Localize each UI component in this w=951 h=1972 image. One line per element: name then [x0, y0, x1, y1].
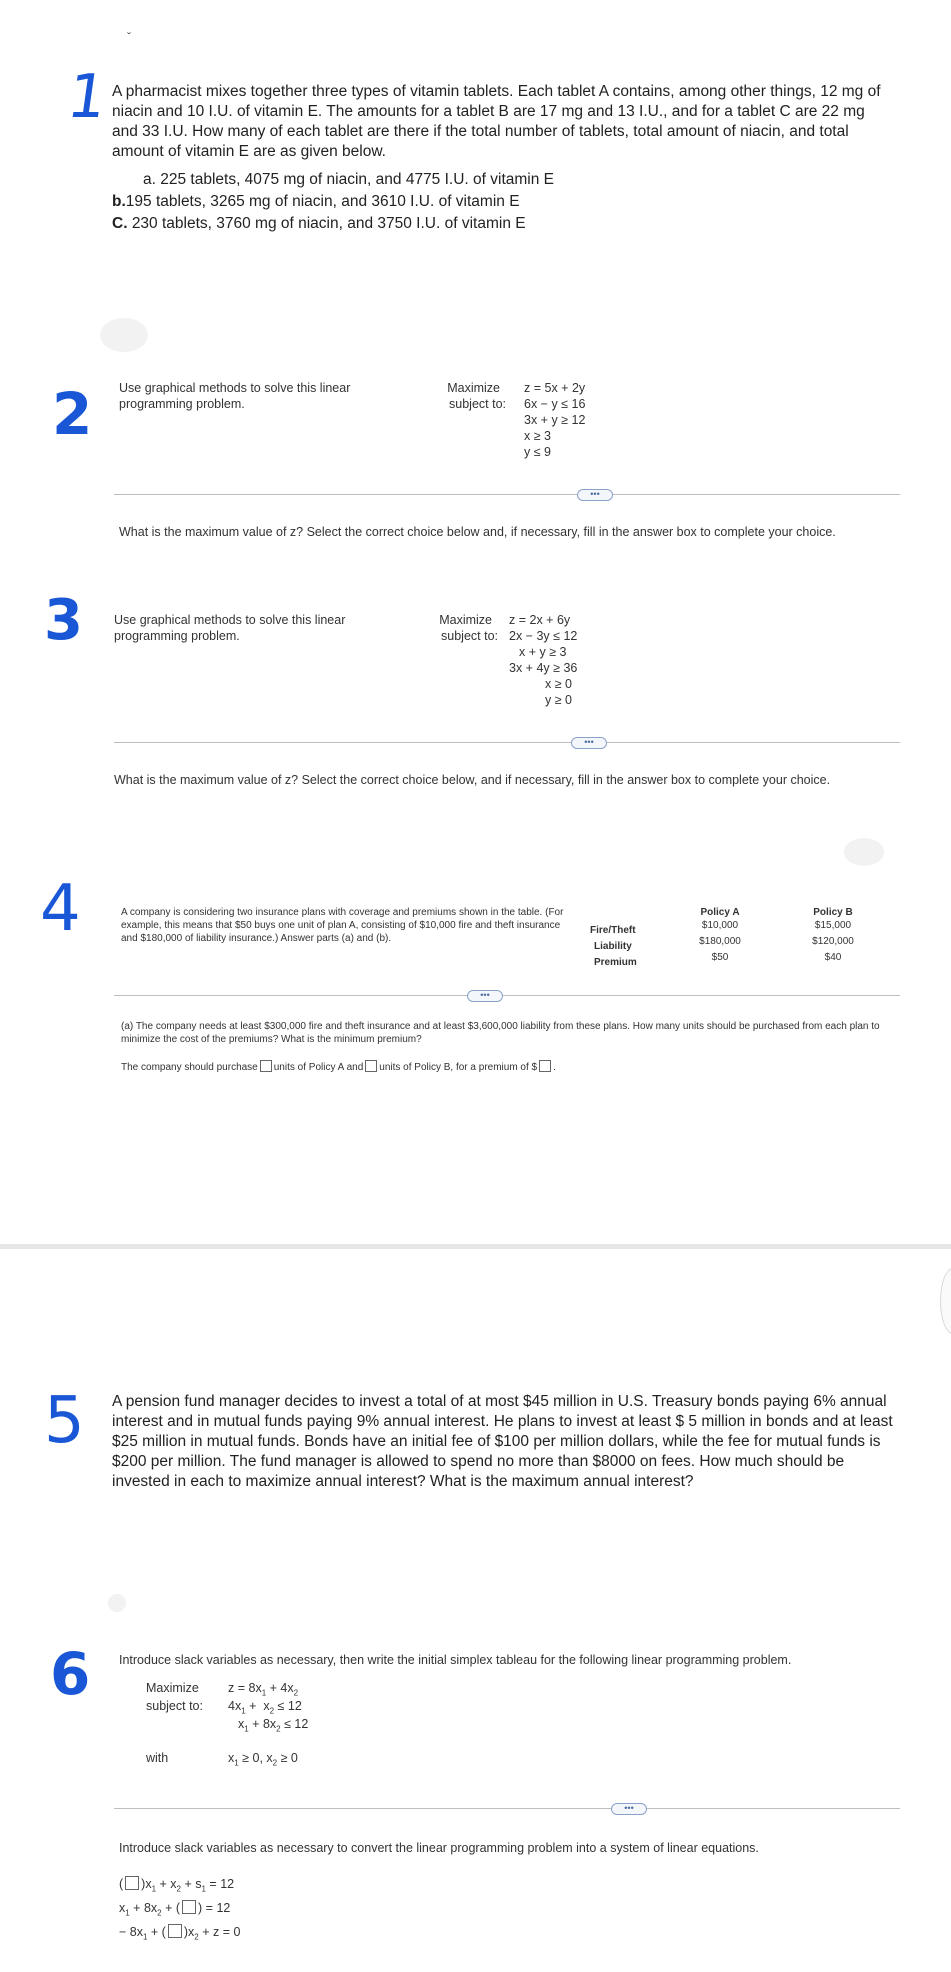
problem-1-part-a: a. 225 tablets, 4075 mg of niacin, and 4775 I.U. of vitamin E [143, 171, 554, 188]
problem-4-part-a: (a) The company needs at least $300,000 fire and theft insurance and at least $3,600,000 liability from these plans. How many units should be purchased from each plan to minimize the cost of the premiums? What is the minimum premium? [121, 1021, 880, 1045]
problem-6-instruction: Introduce slack variables as necessary to convert the linear programming problem into a system of linear equations. [119, 1841, 759, 1855]
answer-suffix: . [553, 1062, 556, 1073]
policy-b-header: Policy B [813, 907, 853, 918]
problem-1-part-c [112, 214, 526, 234]
page-separator [0, 1244, 951, 1249]
problem-4-divider [114, 995, 900, 996]
problem-6-maximize-label: Maximize [146, 1681, 199, 1695]
premium-input[interactable] [539, 1060, 551, 1072]
problem-number-4: 4 [40, 872, 81, 946]
slack-equation-1: ( )$x_1 + x_2 + s_1 = 12$ [119, 1877, 235, 1894]
problem-5-text: A pension fund manager decides to invest a total of at most $45 million in U.S. Treasury bonds paying 6% annual interest and in mutual funds paying 9% annual interest. He plans to invest at least $ 5 million in bonds and at least $25 million in mutual funds. Bonds have an initial fee of $100 per million dollars, while the fee for mutual funds is $200 per million. The fund manager is allowed to spend no more than $8000 on fees. How much should be invested in each to maximize annual interest? What is the maximum annual interest? [112, 1393, 893, 1490]
problem-number-5: 5 [44, 1384, 85, 1458]
problem-6-prompt: Introduce slack variables as necessary, then write the initial simplex tableau for the following linear programming problem. [119, 1653, 792, 1667]
problem-3-expand-button[interactable]: ••• [571, 737, 607, 749]
smudge [844, 838, 884, 866]
problem-3-maximize-label: Maximize [439, 613, 492, 627]
problem-3-constraint-5: y ≥ 0 [545, 693, 573, 707]
slack-equation-2: $x_1 + 8x_2$ + ( ) = 12 [119, 1901, 231, 1918]
problem-2-maximize-label: Maximize [447, 381, 500, 395]
part-b-text: 195 tablets, 3265 mg of niacin, and 3610 I.U. of vitamin E [125, 193, 520, 210]
answer-prefix: The company should purchase [121, 1062, 258, 1073]
policy-b-units-input[interactable] [365, 1060, 377, 1072]
cell-premium-b: $40 [824, 952, 842, 963]
problem-number-2: 2 [52, 380, 93, 448]
problem-3-constraint-4: x ≥ 0 [545, 677, 573, 691]
problem-6-subject-label: subject to: [146, 1699, 203, 1713]
part-c-label: C. [112, 215, 128, 232]
problem-number-1: 1 [63, 62, 112, 132]
row-label-liability: Liability [594, 941, 632, 952]
problem-6-with-label: with [146, 1751, 169, 1765]
policy-a-header: Policy A [700, 907, 740, 918]
problem-2-question: What is the maximum value of z? Select the correct choice below and, if necessary, fill in the answer box to complete your choice. [119, 525, 836, 539]
problem-1-part-b [112, 192, 520, 212]
problem-4-expand-button[interactable]: ••• [467, 990, 503, 1002]
problem-number-3: 3 [44, 588, 83, 653]
problem-6-expand-button[interactable]: ••• [611, 1803, 647, 1815]
smudge [108, 1594, 126, 1612]
part-c-text: 230 tablets, 3760 mg of niacin, and 3750 I.U. of vitamin E [131, 215, 526, 232]
problem-2-constraint-3: x ≥ 3 [524, 429, 552, 443]
problem-6-divider [114, 1808, 900, 1809]
problem-3-subject-label: subject to: [441, 629, 498, 643]
answer-mid-1: units of Policy A and [273, 1062, 364, 1073]
problem-6-objective: $z = 8x_1 + 4x_2$ [228, 1681, 299, 1698]
problem-2-subject-label: subject to: [449, 397, 506, 411]
problem-2-constraint-1: 6x − y ≤ 16 [524, 397, 586, 411]
top-glyph: ˇ [127, 30, 131, 44]
cell-fire-theft-a: $10,000 [701, 920, 739, 931]
problem-3-objective: z = 2x + 6y [509, 613, 571, 627]
answer-mid-2: units of Policy B, for a premium of $ [379, 1062, 538, 1073]
problem-3-constraint-3: 3x + 4y ≥ 36 [509, 661, 578, 675]
problem-6-constraint-1: $4x_1 + x_2 \le 12$ [228, 1699, 302, 1716]
row-label-fire-theft: Fire/Theft [590, 925, 636, 936]
slack-equation-3: − $8x_1$ + ( )$x_2 + z = 0$ [119, 1925, 241, 1942]
cell-liability-a: $180,000 [699, 936, 741, 947]
cell-premium-a: $50 [711, 952, 729, 963]
problem-2-constraint-4: y ≤ 9 [524, 445, 552, 459]
part-b-label: b. [112, 193, 126, 210]
policy-a-units-input[interactable] [260, 1060, 272, 1072]
problem-2-constraint-2: 3x + y ≥ 12 [524, 413, 586, 427]
problem-4-intro: A company is considering two insurance plans with coverage and premiums shown in the table. (For example, this means that $50 buys one unit of plan A, consisting of $10,000 fire and theft insurance and $180,000 of liability insurance.) Answer parts (a) and (b). [121, 907, 564, 944]
row-label-premium: Premium [594, 957, 637, 968]
problem-3-constraint-1: 2x − 3y ≤ 12 [509, 629, 578, 643]
cell-fire-theft-b: $15,000 [814, 920, 852, 931]
problem-2-divider [114, 494, 900, 495]
cell-liability-b: $120,000 [812, 936, 854, 947]
problem-3-question: What is the maximum value of z? Select the correct choice below, and if necessary, fill in the answer box to complete your choice. [114, 773, 831, 787]
problem-3-constraint-2: x + y ≥ 3 [519, 645, 567, 659]
problem-2-expand-button[interactable]: ••• [577, 489, 613, 501]
scroll-edge [940, 1268, 951, 1334]
problem-3-prompt: Use graphical methods to solve this linear programming problem. [114, 613, 346, 643]
equation-2-coefficient-input[interactable] [182, 1900, 196, 1914]
smudge [100, 318, 148, 352]
problem-6-constraint-2: $x_1 + 8x_2 \le 12$ [238, 1717, 309, 1734]
problem-number-6: 6 [50, 1640, 91, 1708]
problem-1-intro: A pharmacist mixes together three types of vitamin tablets. Each tablet A contains, among other things, 12 mg of niacin and 10 I.U. of vitamin E. The amounts for a tablet B are 17 mg and 13 I.U., and for a tablet C are 22 mg and 33 I.U. How many of each tablet are there if the total number of tablets, total amount of niacin, and total amount of vitamin E are as given below. [112, 83, 881, 160]
problem-2-objective: z = 5x + 2y [524, 381, 586, 395]
equation-3-coefficient-input[interactable] [168, 1924, 182, 1938]
problem-3-divider [114, 742, 900, 743]
equation-1-coefficient-input[interactable] [125, 1876, 139, 1890]
problem-6-nonnegativity: $x_1 \ge 0$, $x_2 \ge 0$ [228, 1751, 298, 1768]
problem-4-answer-line [121, 1060, 556, 1074]
problem-2-prompt: Use graphical methods to solve this linear programming problem. [119, 381, 351, 411]
